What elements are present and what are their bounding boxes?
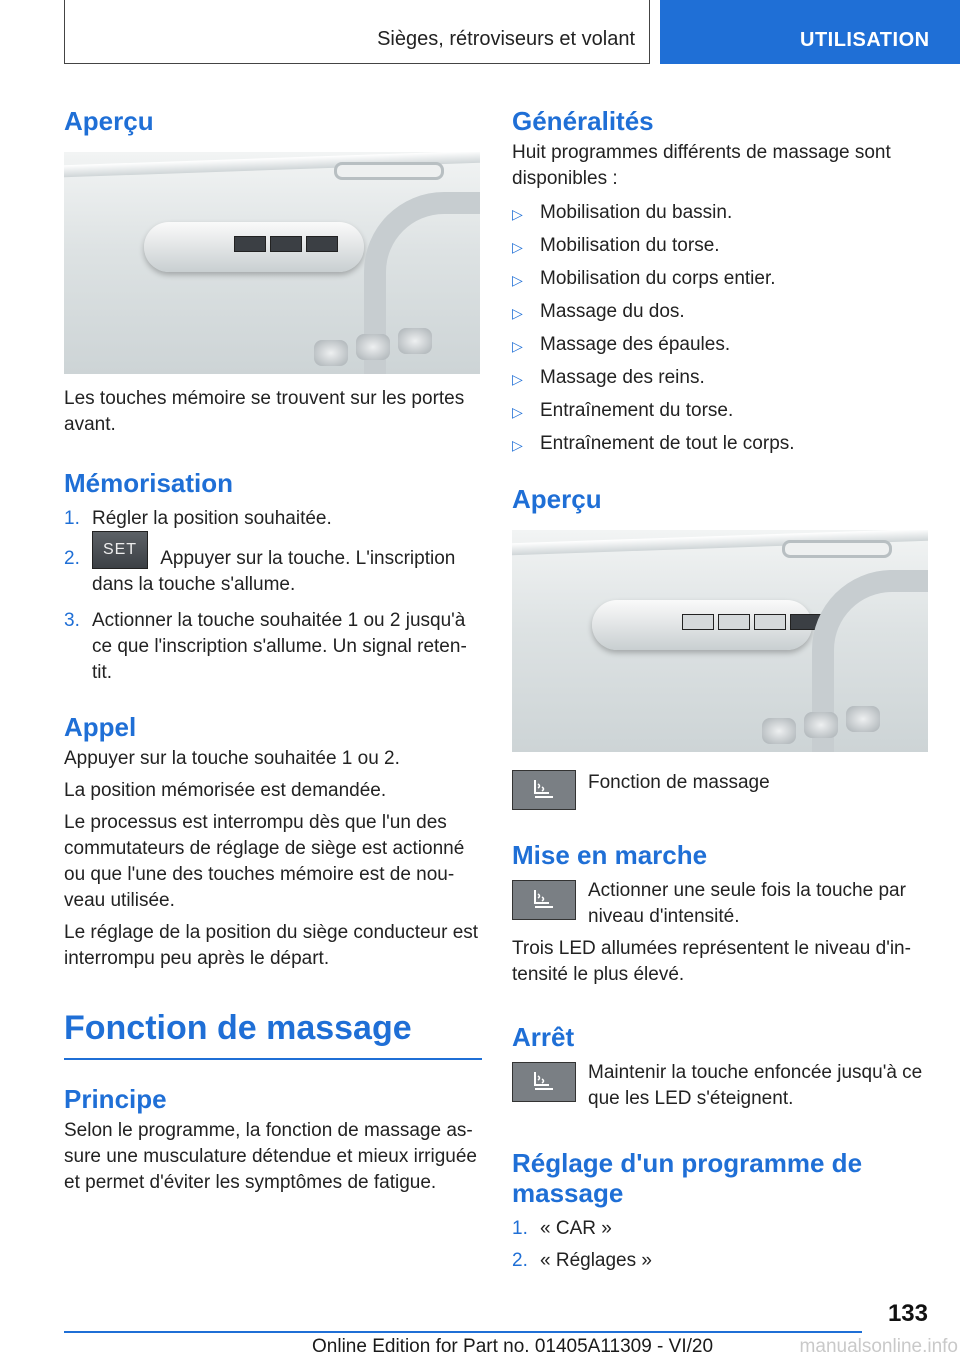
right-column bbox=[512, 96, 930, 1274]
triangle-bullet-icon: ▷ bbox=[512, 338, 523, 354]
arret-row bbox=[512, 1060, 930, 1112]
chapter-title: UTILISATION bbox=[800, 29, 930, 51]
massage-seat-icon bbox=[512, 770, 576, 810]
apercu-heading-right: Aperçu bbox=[512, 484, 602, 514]
header-chapter-tab[interactable] bbox=[660, 0, 960, 64]
apercu-caption: Les touches mémoire se trouvent sur les portes avant. bbox=[64, 388, 465, 435]
appel-para: Appuyer sur la touche souhaitée 1 ou 2. bbox=[64, 748, 400, 769]
appel-para: La position mémorisée est demandée. bbox=[64, 780, 387, 801]
reglage-heading: Réglage d'un programme de massage bbox=[512, 1148, 863, 1208]
massage-heading: Fonction de massage bbox=[64, 1008, 482, 1060]
list-item: ▷ Mobilisation du corps entier. bbox=[512, 266, 930, 293]
section-title: Sièges, rétroviseurs et volant bbox=[377, 28, 635, 50]
watermark: manualsonline.info bbox=[799, 1336, 958, 1357]
triangle-bullet-icon: ▷ bbox=[512, 239, 523, 255]
reglage-steps bbox=[512, 1216, 930, 1274]
list-item: ▷ Massage du dos. bbox=[512, 299, 930, 326]
footer-edition: Online Edition for Part no. 01405A11309 - VI/20 bbox=[312, 1336, 714, 1357]
principe-heading: Principe bbox=[64, 1084, 167, 1114]
list-item: 1. Régler la position souhaitée. bbox=[64, 508, 332, 529]
apercu-heading: Aperçu bbox=[64, 106, 154, 136]
generalites-intro: Huit programmes différents de massage sont disponibles : bbox=[512, 142, 891, 189]
list-item: 2. « Réglages » bbox=[512, 1250, 652, 1271]
principe-text: Selon le programme, la fonction de massage as‐sure une musculature détendue et mieux irriguée et permet d'éviter les symptômes de fatigue. bbox=[64, 1120, 477, 1193]
triangle-bullet-icon: ▷ bbox=[512, 272, 523, 288]
header-section bbox=[64, 0, 650, 64]
apercu-caption-right: Fonction de massage bbox=[588, 772, 770, 793]
list-item: ▷ Massage des épaules. bbox=[512, 332, 930, 359]
list-item: ▷ Mobilisation du torse. bbox=[512, 233, 930, 260]
memorisation-heading: Mémorisation bbox=[64, 468, 234, 498]
memorisation-steps bbox=[64, 506, 482, 686]
appel-para: Le processus est interrompu dès que l'un des commutateurs de réglage de siège est actionné ou que l'une des touches mémoire est de nou‐veau utilisée. bbox=[64, 812, 465, 911]
mise-row bbox=[512, 878, 930, 930]
triangle-bullet-icon: ▷ bbox=[512, 371, 523, 387]
arret-text: Maintenir la touche enfoncée jusqu'à ce que les LED s'éteignent. bbox=[588, 1062, 923, 1109]
mise-extra: Trois LED allumées représentent le niveau d'in‐tensité le plus élevé. bbox=[512, 938, 911, 985]
programmes-list bbox=[512, 200, 930, 458]
generalites-heading: Généralités bbox=[512, 106, 654, 136]
appel-heading: Appel bbox=[64, 712, 137, 742]
page-number: 133 bbox=[887, 1300, 928, 1327]
triangle-bullet-icon: ▷ bbox=[512, 305, 523, 321]
triangle-bullet-icon: ▷ bbox=[512, 206, 523, 222]
triangle-bullet-icon: ▷ bbox=[512, 437, 523, 453]
list-item: 1. « CAR » bbox=[512, 1218, 612, 1239]
list-item: 2. SET Appuyer sur la touche. L'inscription dans la touche s'allume. bbox=[64, 546, 482, 598]
mise-heading: Mise en marche bbox=[512, 840, 708, 870]
arret-heading: Arrêt bbox=[512, 1022, 575, 1052]
massage-seat-icon bbox=[512, 880, 576, 920]
mise-text: Actionner une seule fois la touche par niveau d'intensité. bbox=[588, 880, 906, 927]
list-item: ▷ Mobilisation du bassin. bbox=[512, 200, 930, 227]
massage-caption-row bbox=[512, 770, 930, 810]
massage-button-photo bbox=[512, 530, 928, 752]
left-column bbox=[64, 96, 482, 1196]
list-item: 3. Actionner la touche souhaitée 1 ou 2 jusqu'à ce que l'inscription s'allume. Un signal reten‐tit. bbox=[64, 610, 467, 683]
triangle-bullet-icon: ▷ bbox=[512, 404, 523, 420]
footer-divider bbox=[64, 1331, 862, 1333]
set-button-icon: SET bbox=[92, 531, 148, 569]
memory-buttons-photo bbox=[64, 152, 480, 374]
list-item: ▷ Entraînement du torse. bbox=[512, 398, 930, 425]
list-item: ▷ Massage des reins. bbox=[512, 365, 930, 392]
massage-seat-icon bbox=[512, 1062, 576, 1102]
appel-para: Le réglage de la position du siège conducteur est interrompu peu après le départ. bbox=[64, 922, 479, 969]
list-item: ▷ Entraînement de tout le corps. bbox=[512, 431, 930, 458]
